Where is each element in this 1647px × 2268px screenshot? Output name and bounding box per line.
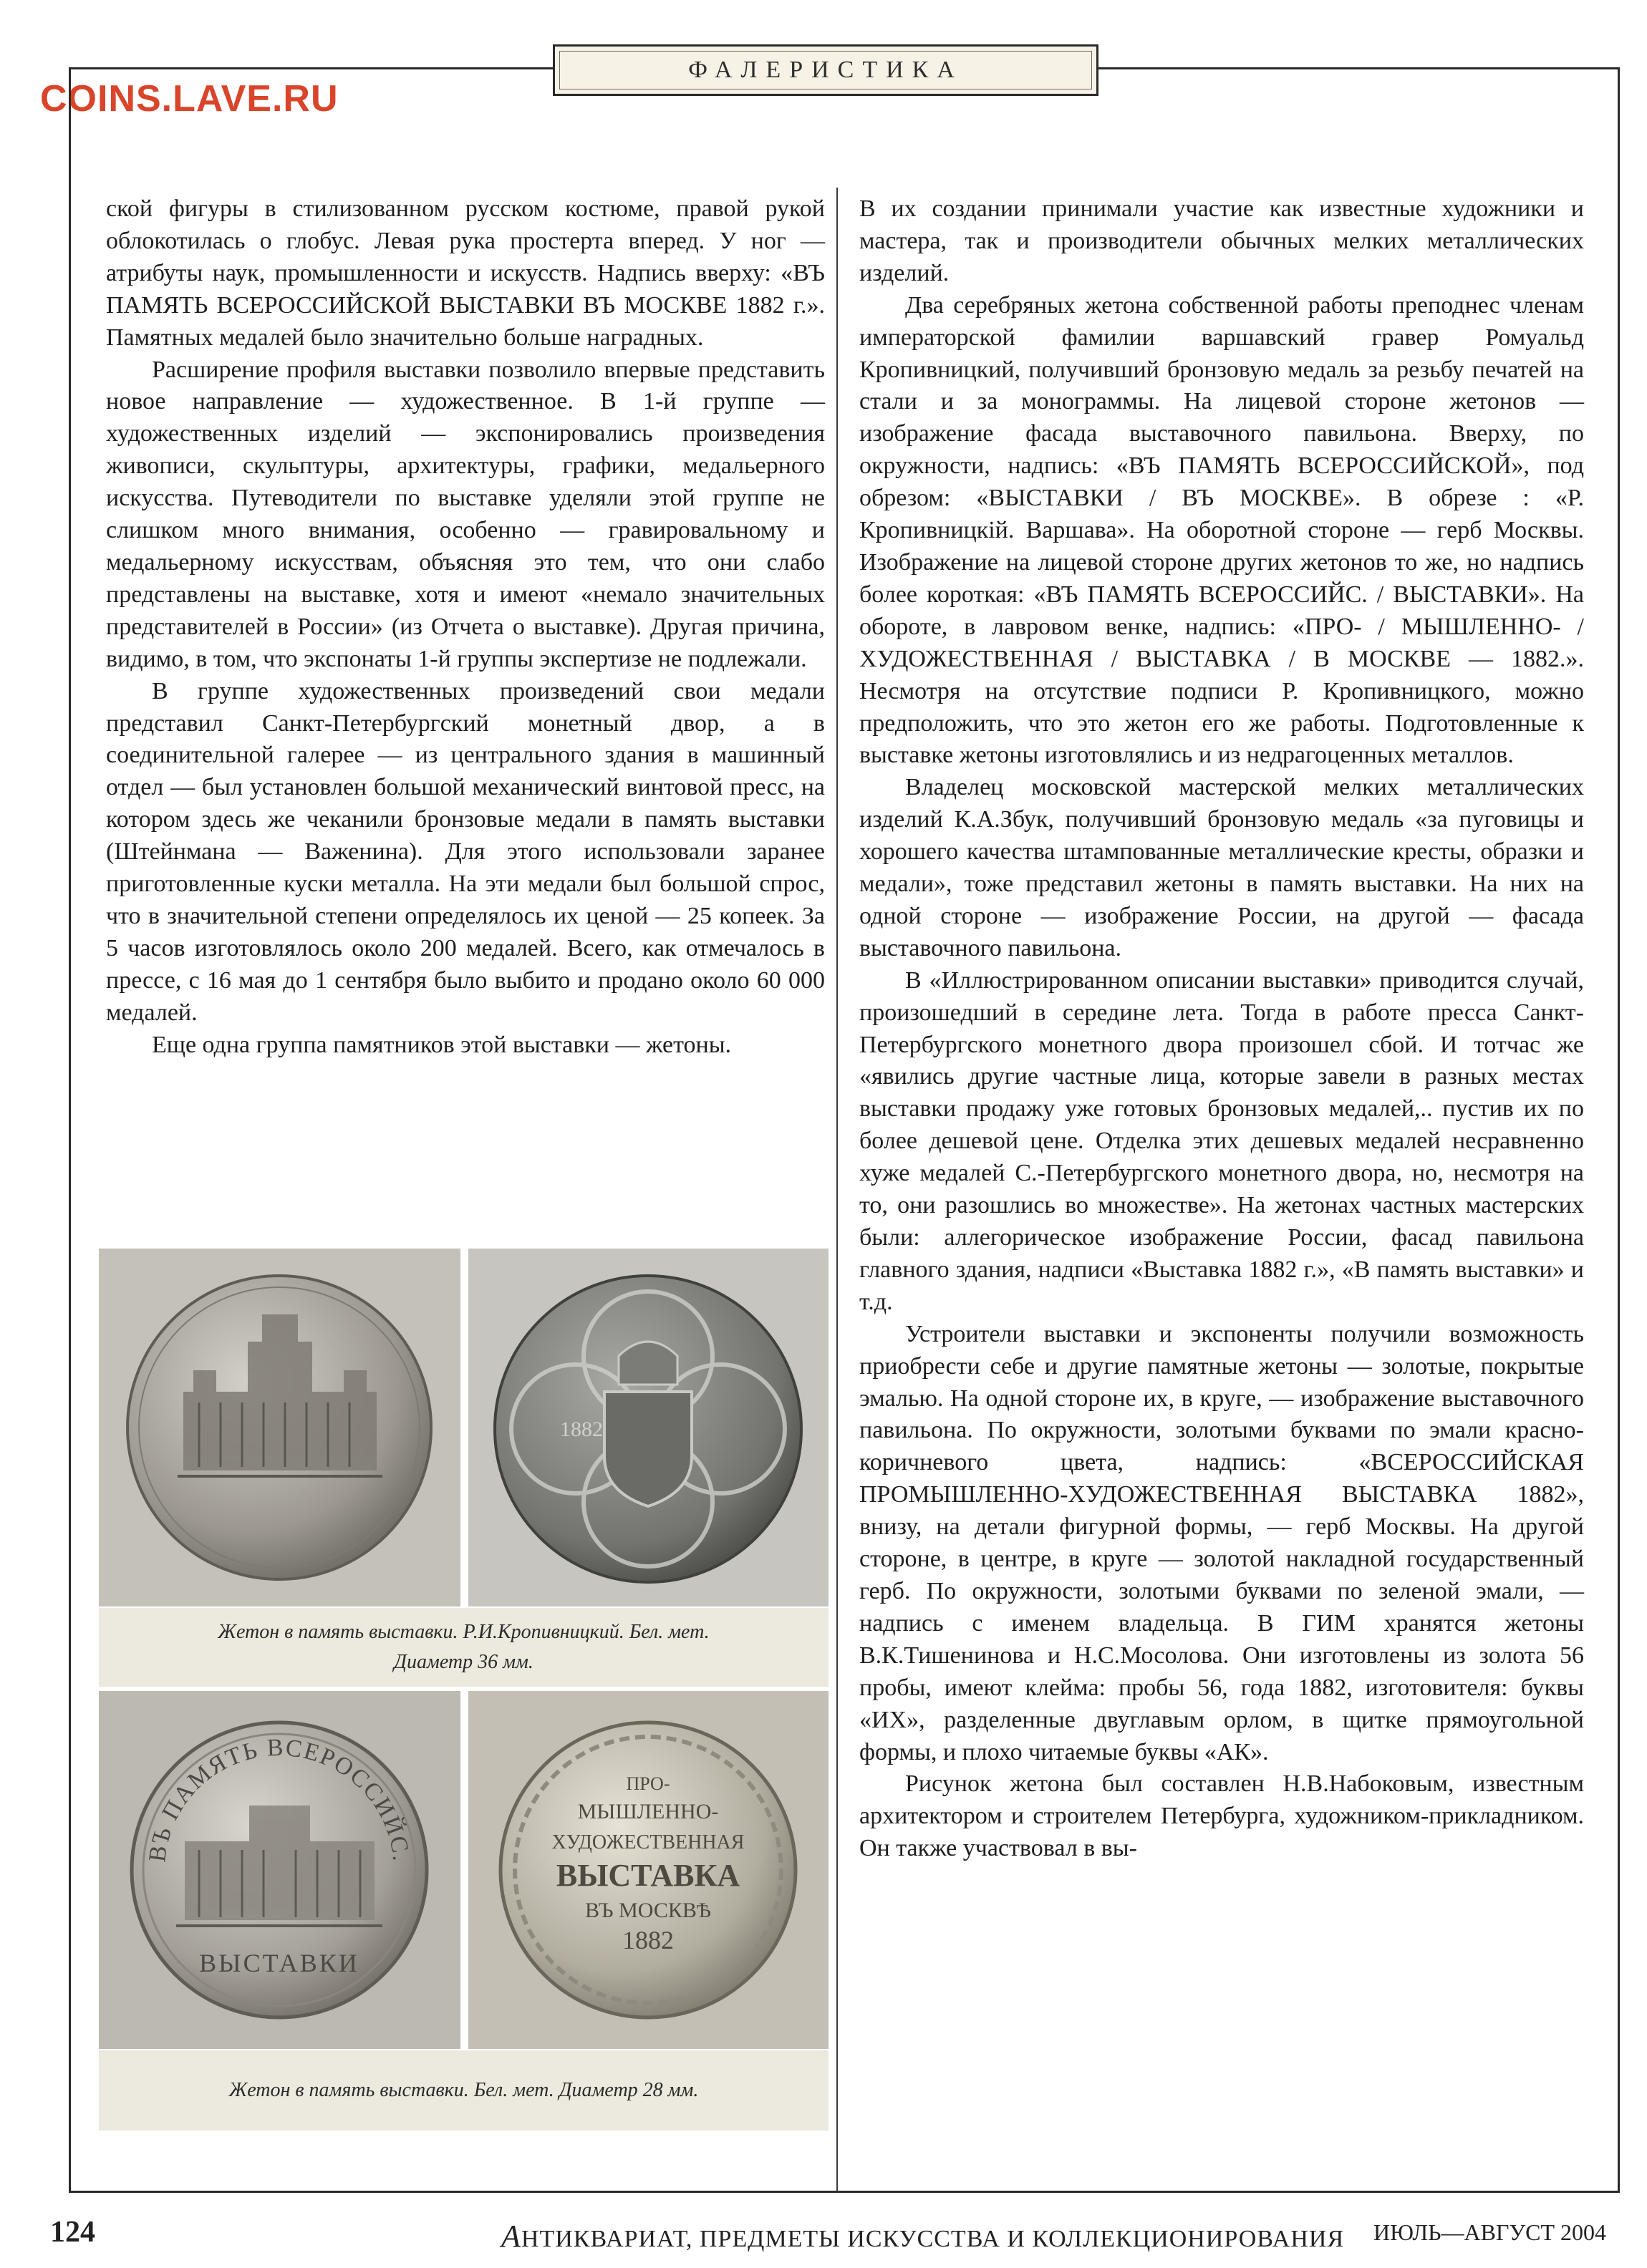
- coin-line: МЫШЛЕННО-: [577, 1800, 719, 1823]
- publication-initial: А: [501, 2219, 521, 2254]
- coin-pavilion-image: [99, 1249, 460, 1606]
- header-rule-left: [69, 67, 553, 69]
- coin-top-inscription: ВЪ ПАМЯТЬ ВСЕРОССИЙС.: [144, 1734, 415, 1864]
- header-rule-right: [1094, 67, 1618, 69]
- coin-pavilion-inscription-image: [99, 1691, 460, 2049]
- coin-line: ПРО-: [626, 1773, 670, 1794]
- paragraph: Устроители выставки и экспоненты получили возможность приобрести себе и другие памятные жетоны — золотые, покрытые эмалью. На одной стороне их, в круге, — изображение выставочного павильона. По окружности, золотыми буквами по эмали красно-коричневого цвета, надпись: «ВСЕРОССИЙСКАЯ ПРОМЫШЛЕННО-ХУДОЖЕСТВЕННАЯ ВЫСТАВКА 1882», внизу, на детали фигурной формы, — герб Москвы. На другой стороне, в центре, в круге — золотой накладной государственный герб. По окружности, золотыми буквами по зеленой эмали, — надпись с именем владельца. В ГИМ хранятся жетоны В.К.Тишенинова и Н.С.Мосолова. Они изготовлены из золота 56 пробы, имеют клейма: пробы 56, года 1882, изготовителя: буквы «ИХ», разделенные двуглавым орлом, в щитке прямоугольной формы, и плохо читаемые буквы «АК».: [859, 1320, 1584, 1765]
- publication-title: [501, 2218, 1344, 2254]
- right-column: [859, 193, 1584, 1865]
- paragraph: В «Иллюстрированном описании выставки» приводится случай, произошедший в середине лета. Тогда в работе пресса Санкт-Петербургского монетного двора произошел сбой. И тотчас же «явились другие частные лица, которые завели в разных местах выставки продажу уже готовых бронзовых медалей,.. пустив их по более дешевой цене. Отделка этих дешевых медалей несравненно хуже медалей С.-Петербургского монетного двора, но, несмотря на то, они разошлись во множестве». На жетонах частных мастерских были: аллегорическое изображение России, фасад павильона главного здания, надписи «Выставка 1882 г.», «В память выставки» и т.д.: [859, 966, 1584, 1315]
- paragraph: Еще одна группа памятников этой выставки — жетоны.: [152, 1031, 732, 1058]
- token-reverse-photo: [468, 1249, 829, 1606]
- page-number: 124: [50, 2216, 95, 2249]
- coin-line: ВЫСТАВКА: [556, 1858, 740, 1893]
- column-divider: [836, 188, 838, 2191]
- coin-moscow-arms-image: [468, 1249, 829, 1606]
- paragraph: ской фигуры в стилизованном русском костюме, правой рукой облокотилась о глобус. Левая рука простерта вперед. У ног — атрибуты наук, промышленности и искусств. Надпись вверху: «ВЪ ПАМЯТЬ ВСЕРОССИЙСКОЙ ВЫСТАВКИ ВЪ МОСКВЕ 1882 г.». Памятных медалей было значительно больше наградных.: [106, 195, 825, 351]
- caption-second: Жетон в память выставки. Бел. мет. Диаметр 28 мм.: [99, 2050, 829, 2131]
- section-header: [553, 44, 1098, 96]
- token-reverse-photo-2: [468, 1691, 829, 2049]
- coin-wreath-inscription-image: [468, 1691, 829, 2049]
- paragraph: Два серебряных жетона собственной работы преподнес членам императорской фамилии варшавский гравер Ромуальд Кропивницкий, получивший бронзовую медаль за резьбу печатей на стали и за монограммы. На лицевой стороне жетонов — изображение фасада выставочного павильона. Вверху, по окружности, надпись: «ВЪ ПАМЯТЬ ВСЕРОССИЙСКОЙ», под обрезом: «ВЫСТАВКИ / ВЪ МОСКВЕ». В обрезе : «Р. Кропивницкій. Варшава». На оборотной стороне — герб Москвы. Изображение на лицевой стороне других жетонов то же, но надпись более короткая: «ВЪ ПАМЯТЬ ВСЕРОССИЙС. / ВЫСТАВКИ». На обороте, в лавровом венке, надпись: «ПРО- / МЫШЛЕННО- / ХУДОЖЕСТВЕННАЯ / ВЫСТАВКА / В МОСКВЕ — 1882.». Несмотря на отсутствие подписи Р. Кропивницкого, можно предположить, что это жетон его же работы. Подготовленные к выставке жетоны изготовлялись и из недрагоценных металлов.: [859, 291, 1584, 769]
- token-obverse-photo: [99, 1249, 460, 1606]
- paragraph: Рисунок жетона был составлен Н.В.Набоковым, известным архитектором и строителем Петербурга, художником-прикладником. Он также участвовал в вы-: [859, 1770, 1584, 1862]
- left-column: [106, 193, 825, 1061]
- section-title: ФАЛЕРИСТИКА: [688, 57, 963, 83]
- paragraph: В группе художественных произведений свои медали представил Санкт-Петербургский монетный двор, а в соединительной галерее — из центрального здания в машинный отдел — был установлен большой механический винтовой пресс, на котором здесь же чеканили бронзовые медали в память выставки (Штейнмана — Важенина). Для этого использовали заранее приготовленные куски металла. На эти медали был большой спрос, что в значительной степени определялось их ценой — 25 копеек. За 5 часов изготовлялось около 200 медалей. Всего, как отмечалось в прессе, с 16 мая до 1 сентября было выбито и продано около 60 000 медалей.: [106, 677, 825, 1026]
- coin-line: ХУДОЖЕСТВЕННАЯ: [551, 1831, 745, 1853]
- publication-title-rest: НТИКВАРИАТ, ПРЕДМЕТЫ ИСКУССТВА И КОЛЛЕКЦИОНИРОВАНИЯ: [521, 2226, 1345, 2252]
- paragraph: В их создании принимали участие как известные художники и мастера, так и производители обычных мелких металлических изделий.: [859, 195, 1584, 286]
- token-obverse-photo-2: [99, 1691, 460, 2049]
- issue-date: ИЮЛЬ—АВГУСТ 2004: [1373, 2219, 1606, 2245]
- watermark: COINS.LAVE.RU: [40, 78, 339, 120]
- coin-bottom-inscription: ВЫСТАВКИ: [199, 1949, 359, 1977]
- coin-line: ВЪ МОСКВѢ: [585, 1899, 711, 1922]
- coin-year: 1882: [560, 1418, 603, 1441]
- caption-first: Жетон в память выставки. Р.И.Кропивницкий. Бел. мет. Диаметр 36 мм.: [99, 1608, 829, 1687]
- paragraph: Расширение профиля выставки позволило впервые представить новое направление — художественное. В 1-й группе — художественных изделий — экспонировались произведения живописи, скульптуры, архитектуры, графики, медальерного искусства. Путеводители по выставке уделяли этой группе не слишком много внимания, особенно — гравировальному и медальерному искусствам, объясняя это тем, что они слабо представлены на выставке, хотя и имеют «немало значительных представителей в России» (из Отчета о выставке). Другая причина, видимо, в том, что экспонаты 1-й группы экспертизе не подлежали.: [106, 356, 825, 672]
- coin-line: 1882: [622, 1926, 674, 1954]
- paragraph: Владелец московской мастерской мелких металлических изделий К.А.Збук, получивший бронзовую медаль «за пуговицы и хорошего качества штампованные металлические кресты, образки и медали», тоже представил жетоны в память выставки. На них на одной стороне — изображение России, на другой — фасада выставочного павильона.: [859, 774, 1584, 961]
